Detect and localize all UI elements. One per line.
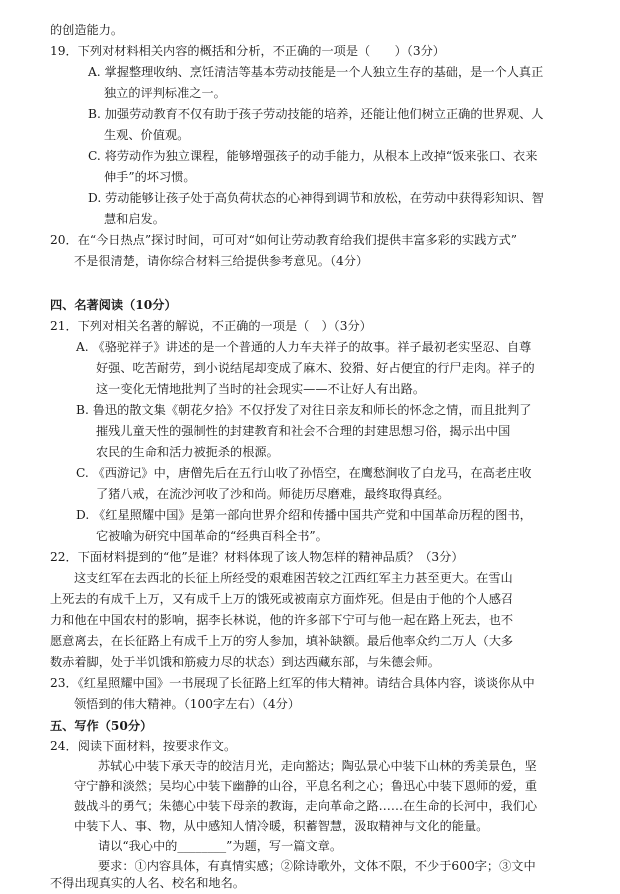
q21-option-d-line2: 它被喻为研究中国革命的“经典百科全书”。	[96, 529, 328, 543]
q24-requirements-line2: 不得出现真实的人名、校名和地名。	[50, 876, 245, 890]
question-21-stem: 21．下列对相关名著的解说，不正确的一项是（ ）（3分）	[50, 319, 372, 333]
q21-option-b-line3: 农民的生命和活力被扼杀的根源。	[96, 445, 279, 459]
q24-material-line3: 鼓战斗的勇气；朱德心中装下母亲的教诲，走向革命之路……在生命的长河中，我们心	[74, 799, 538, 813]
question-20-line1: 20．在“今日热点”探讨时间，可可对“如何让劳动教育给我们提供丰富多彩的实践方式”	[50, 233, 517, 247]
q19-option-b-line1: B. 加强劳动教育不仅有助于孩子劳动技能的培养，还能让他们树立正确的世界观、人	[88, 107, 544, 121]
q24-material-line2: 守宁静和淡然；吴均心中装下幽静的山谷，平息名利之心；鲁迅心中装下恩师的爱，重	[74, 779, 538, 793]
q24-title-prompt: 请以“我心中的________”为题，写一篇文章。	[98, 839, 343, 853]
question-23-line2: 领悟到的伟大精神。（100字左右）（4分）	[74, 697, 301, 711]
q21-option-a-line2: 好强、吃苦耐劳，到小说结尾却变成了麻木、狡猾、好占便宜的行尸走肉。祥子的	[96, 361, 535, 375]
q21-option-c-line1: C. 《西游记》中，唐僧先后在五行山收了孙悟空，在鹰愁涧收了白龙马，在高老庄收	[76, 466, 532, 480]
q24-requirements-line1: 要求：①内容具体，有真情实感；②除诗歌外，文体不限，不少于600字；③文中	[98, 859, 536, 873]
q19-option-b-line2: 生观、价值观。	[104, 128, 190, 142]
q21-option-d-line1: D. 《红星照耀中国》是第一部向世界介绍和传播中国共产党和中国革命历程的图书，	[76, 508, 532, 522]
q22-passage-line3: 力和他在中国农村的影响，据李长林说，他的许多部下宁可与他一起在路上死去，也不	[50, 613, 514, 627]
q22-passage-line5: 数赤着脚，处于半饥饿和筋疲力尽的状态）到达西藏东部，与朱德会师。	[50, 655, 440, 669]
question-23-line1: 23．《红星照耀中国》一书展现了长征路上红军的伟大精神。请结合具体内容，谈谈你从中	[50, 676, 535, 690]
q19-option-c-line1: C. 将劳动作为独立课程，能够增强孩子的动手能力，从根本上改掉“饭来张口、衣来	[88, 149, 538, 163]
carryover-text: 的创造能力。	[50, 23, 124, 37]
q19-option-c-line2: 伸手”的坏习惯。	[104, 170, 196, 184]
q19-option-a-line1: A. 掌握整理收纳、烹饪清洁等基本劳动技能是一个人独立生存的基础，是一个人真正	[88, 65, 544, 79]
q22-passage-line4: 愿意离去，在长征路上有成千上万的穷人参加，填补缺额。最后他率众约二万人（大多	[50, 634, 514, 648]
question-19-stem: 19．下列对材料相关内容的概括和分析，不正确的一项是（ ）（3分）	[50, 44, 445, 58]
q19-option-a-line2: 独立的评判标准之一。	[104, 86, 226, 100]
q21-option-c-line2: 了猪八戒，在流沙河收了沙和尚。师徒历尽磨难，最终取得真经。	[96, 487, 450, 501]
q22-passage-line1: 这支红军在去西北的长征上所经受的艰难困苦较之江西红军主力甚至更大。在雪山	[74, 571, 513, 585]
question-24-stem: 24．阅读下面材料，按要求作文。	[50, 739, 237, 753]
q24-material-line1: 苏轼心中装下承天寺的皎洁月光，走向豁达；陶弘景心中装下山林的秀美景色，坚	[98, 759, 537, 773]
q19-option-d-line2: 慧和启发。	[104, 212, 165, 226]
question-20-line2: 不是很清楚，请你综合材料三给提供参考意见。（4分）	[74, 254, 369, 268]
q21-option-b-line1: B. 鲁迅的散文集《朝花夕拾》不仅抒发了对往日亲友和师长的怀念之情，而且批判了	[76, 403, 532, 417]
section-5-heading: 五、写作（50分）	[50, 719, 153, 733]
q24-material-line4: 中装下人、事、物，从中感知人情冷暖，积蓄智慧，汲取精神与文化的能量。	[74, 819, 489, 833]
q21-option-a-line1: A. 《骆驼祥子》讲述的是一个普通的人力车夫祥子的故事。祥子最初老实坚忍、自尊	[76, 340, 532, 354]
question-22-stem: 22．下面材料提到的“他”是谁？材料体现了该人物怎样的精神品质？（3分）	[50, 550, 464, 564]
q19-option-d-line1: D. 劳动能够让孩子处于高负荷状态的心神得到调节和放松，在劳动中获得彩知识、智	[88, 191, 544, 205]
q21-option-b-line2: 摧残儿童天性的强制性的封建教育和社会不合理的封建思想习俗，揭示出中国	[96, 424, 511, 438]
section-4-heading: 四、名著阅读（10分）	[50, 298, 177, 312]
q21-option-a-line3: 这一变化无情地批判了当时的社会现实——不让好人有出路。	[96, 382, 426, 396]
q22-passage-line2: 上死去的有成千上万，又有成千上万的饿死或被南京方面炸死。但是由于他的个人感召	[50, 592, 514, 606]
